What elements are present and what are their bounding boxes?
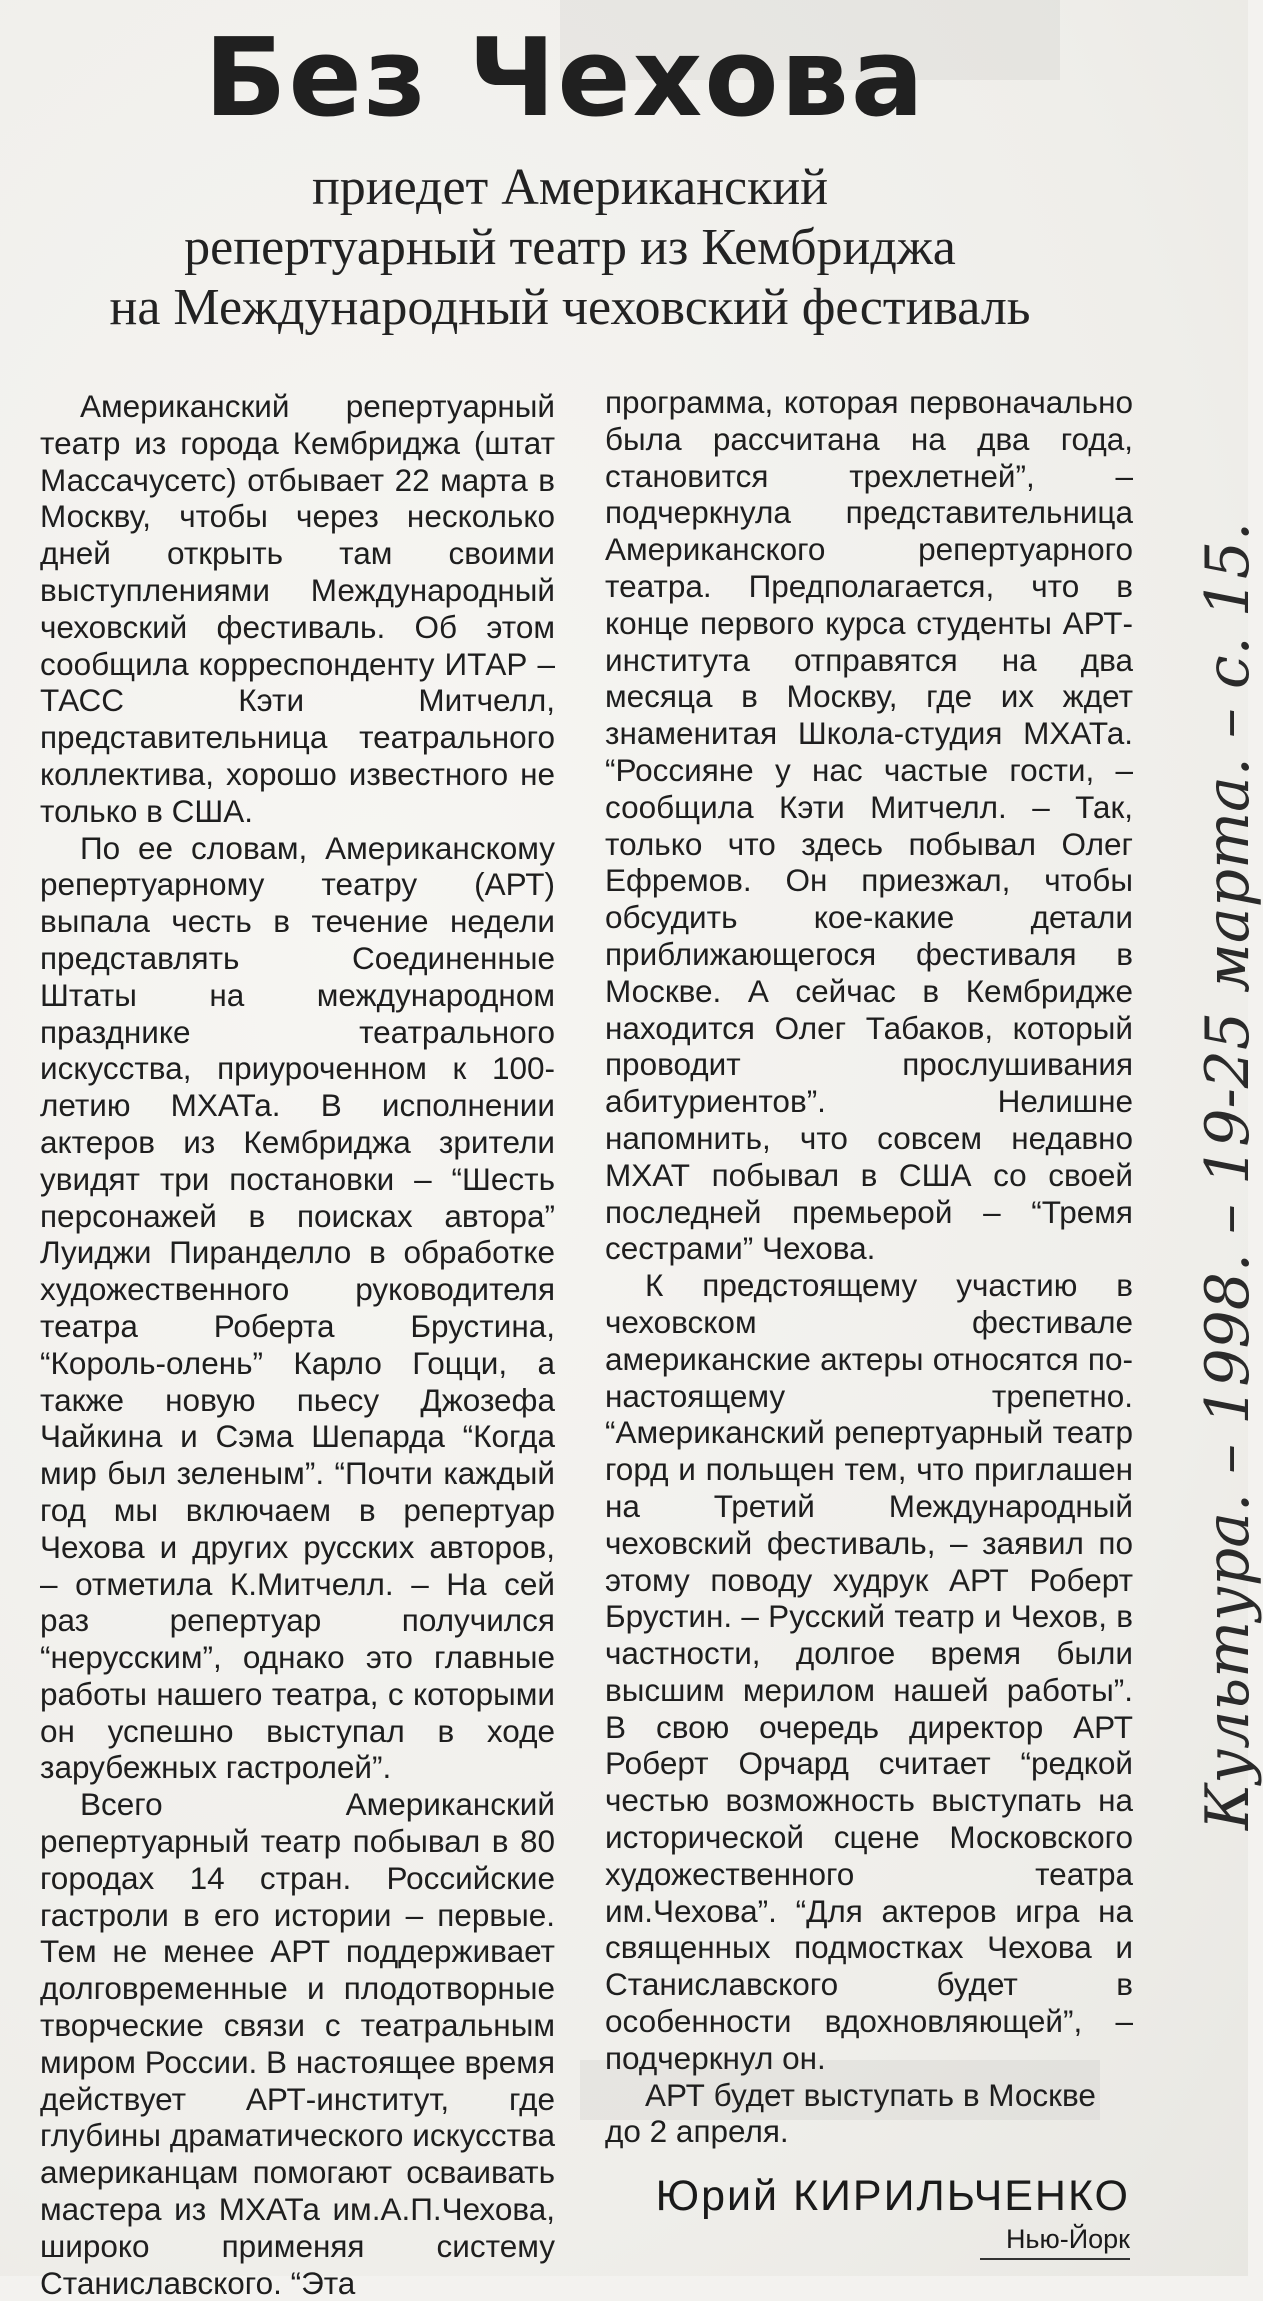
paragraph: По ее словам, Американскому репертуарному театру (АРТ) выпала честь в течение недели представлять Соединенные Штаты на международном празднике театрального искусства, приуроченном к 100-летию МХАТа. В исполнении актеров из Кембриджа зрители увидят три постановки – “Шесть персонажей в поисках автора” Луиджи Пиранделло в обработке художественного руководителя театра Роберта Брустина, “Король-олень” Карло Гоцци, а также новую пьесу Джозефа Чайкина и Сэма Шепарда “Когда мир был зеленым”. “Почти каждый год мы включаем в репертуар Чехова и других русских авторов, – отметила К.Митчелл. – На сей раз репертуар получился “нерусским”, однако это главные работы нашего театра, с которыми он успешно выступал в ходе зарубежных гастролей”. [40, 829, 555, 1786]
headline: Без Чехова [204, 16, 926, 141]
author-byline: Юрий КИРИЛЬЧЕНКО [655, 2172, 1130, 2220]
article-column-right [605, 384, 1133, 2150]
paragraph: Американский репертуарный театр из города Кембриджа (штат Массачусетс) отбывает 22 марта в Москву, чтобы через несколько дней открыть там своими выступлениями Международный чеховский фестиваль. Об этом сообщила корреспонденту ИТАР – ТАСС Кэти Митчелл, представительница театрального коллектива, хорошо известного не только в США. [40, 388, 555, 829]
paragraph: К предстоящему участию в чеховском фестивале американские актеры относятся по-настоящему трепетно. “Американский репертуарный театр горд и польщен тем, что приглашен на Третий Международный чеховский фестиваль, – заявил по этому поводу худрук АРТ Роберт Брустин. – Русский театр и Чехов, в частности, долгое время были высшим мерилом нашей работы”. В свою очередь директор АРТ Роберт Орчард считает “редкой честью возможность выступать на исторической сцене Московского художественного театра им.Чехова”. “Для актеров игра на священных подмостках Чехова и Станиславского будет в особенности вдохновляющей”, – подчеркнул он. [605, 1267, 1133, 2076]
subhead-line: на Международный чеховский фестиваль [109, 279, 1031, 336]
subhead-line: репертуарный театр из Кембриджа [184, 219, 956, 276]
dateline-city: Нью-Йорк [1005, 2224, 1130, 2254]
handwritten-citation: Культура. – 1998. – 19-25 марта. – с. 15. [1193, 521, 1263, 1830]
article-column-left [40, 388, 555, 2301]
subhead-line: приедет Американский [311, 159, 829, 216]
paragraph: Всего Американский репертуарный театр побывал в 80 городах 14 стран. Российские гастроли в его истории – первые. Тем не менее АРТ поддерживает долговременные и плодотворные творческие связи с театральным миром России. В настоящее время действует АРТ-институт, где глубины драматического искусства американцам помогают осваивать мастера из МХАТа им.А.П.Чехова, широко применяя систему Станиславского. “Эта [40, 1786, 555, 2301]
paragraph: АРТ будет выступать в Москве до 2 апреля. [605, 2076, 1096, 2150]
paragraph: программа, которая первоначально была рассчитана на два года, становится трехлетней”, – подчеркнула представительница Американского репертуарного театра. Предполагается, что в конце первого курса студенты АРТ-института отправятся на два месяца в Москву, где их ждет знаменитая Школа-студия МХАТа. “Россияне у нас частые гости, – сообщила Кэти Митчелл. – Так, только что здесь побывал Олег Ефремов. Он приезжал, чтобы обсудить кое-какие детали приближающегося фестиваля в Москве. А сейчас в Кембридже находится Олег Табаков, который проводит прослушивания абитуриентов”. Нелишне напомнить, что совсем недавно МХАТ побывал в США со своей последней премьерой – “Тремя сестрами” Чехова. [605, 384, 1133, 1267]
byline-rule [980, 2258, 1130, 2260]
subheadline [20, 158, 1120, 338]
